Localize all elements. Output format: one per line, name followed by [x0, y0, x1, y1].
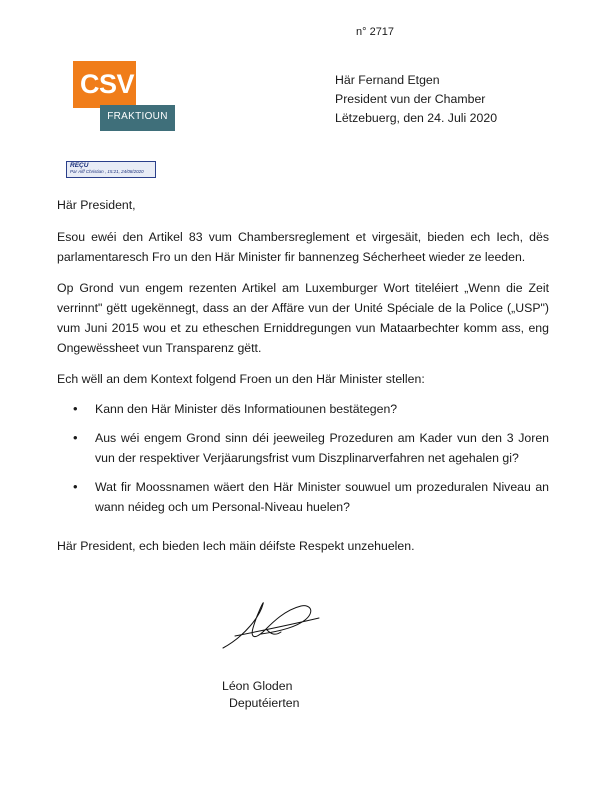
- handwritten-signature: [215, 596, 325, 656]
- salutation: Här President,: [57, 198, 136, 212]
- list-item: • Kann den Här Minister dës Informatiounen bestätegen?: [73, 399, 549, 419]
- list-item: • Aus wéi engem Grond sinn déi jeeweileg Prozeduren am Kader vun den 3 Joren vun der respektiver Verjäarungsfrist vum Diszplinarverfahren net agehalen gi?: [73, 428, 549, 468]
- place-date: Lëtzebuerg, den 24. Juli 2020: [335, 111, 498, 125]
- stamp-title: REÇU: [70, 162, 89, 169]
- paragraph-context: Op Grond vun engem rezenten Artikel am Luxemburger Wort titeléiert „Wenn die Zeit verrinnt" gëtt ugekënnegt, dass an der Affäre vun der Unité Spéciale de la Police („USP") vum Juni 2015 wou et zu etheschen Erniddregungen vun Mataarbechter komm ass, eng Ongewëssheet vun Transparenz gëtt.: [57, 281, 549, 355]
- document-number: n° 2717: [356, 26, 395, 38]
- closing-line: Här President, ech bieden Iech mäin déifste Respekt unzehuelen.: [57, 539, 415, 553]
- stamp-detail: Par Aiff Christian , 15:21, 24/08/2020: [70, 169, 144, 174]
- paragraph-questions-intro: Ech wëll an dem Kontext folgend Froen un den Här Minister stellen:: [57, 372, 425, 386]
- questions-list: [73, 399, 549, 526]
- paragraph-intro: Esou ewéi den Artikel 83 vum Chambersreglement et virgesäit, bieden ech Iech, dës parlamentaresch Fro un den Här Minister fir bannenzeg Sécherheet wieder ze leeden.: [57, 230, 549, 264]
- recipient-title: President vun der Chamber: [335, 92, 486, 106]
- logo-subtitle-box: [100, 105, 175, 131]
- csv-logo: [73, 61, 136, 108]
- signer-name: Léon Gloden: [222, 679, 293, 693]
- logo-subtitle: FRAKTIOUN: [107, 111, 168, 122]
- recipient-name: Här Fernand Etgen: [335, 73, 440, 87]
- recipient-block: [335, 71, 497, 128]
- logo-brand: CSV: [80, 69, 135, 99]
- signer-role: Deputéierten: [229, 696, 300, 710]
- list-item: • Wat fir Moossnamen wäert den Här Minister souwuel um prozeduralen Niveau an wann néideg och um Personal-Niveau huelen?: [73, 477, 549, 517]
- received-stamp: [66, 161, 156, 178]
